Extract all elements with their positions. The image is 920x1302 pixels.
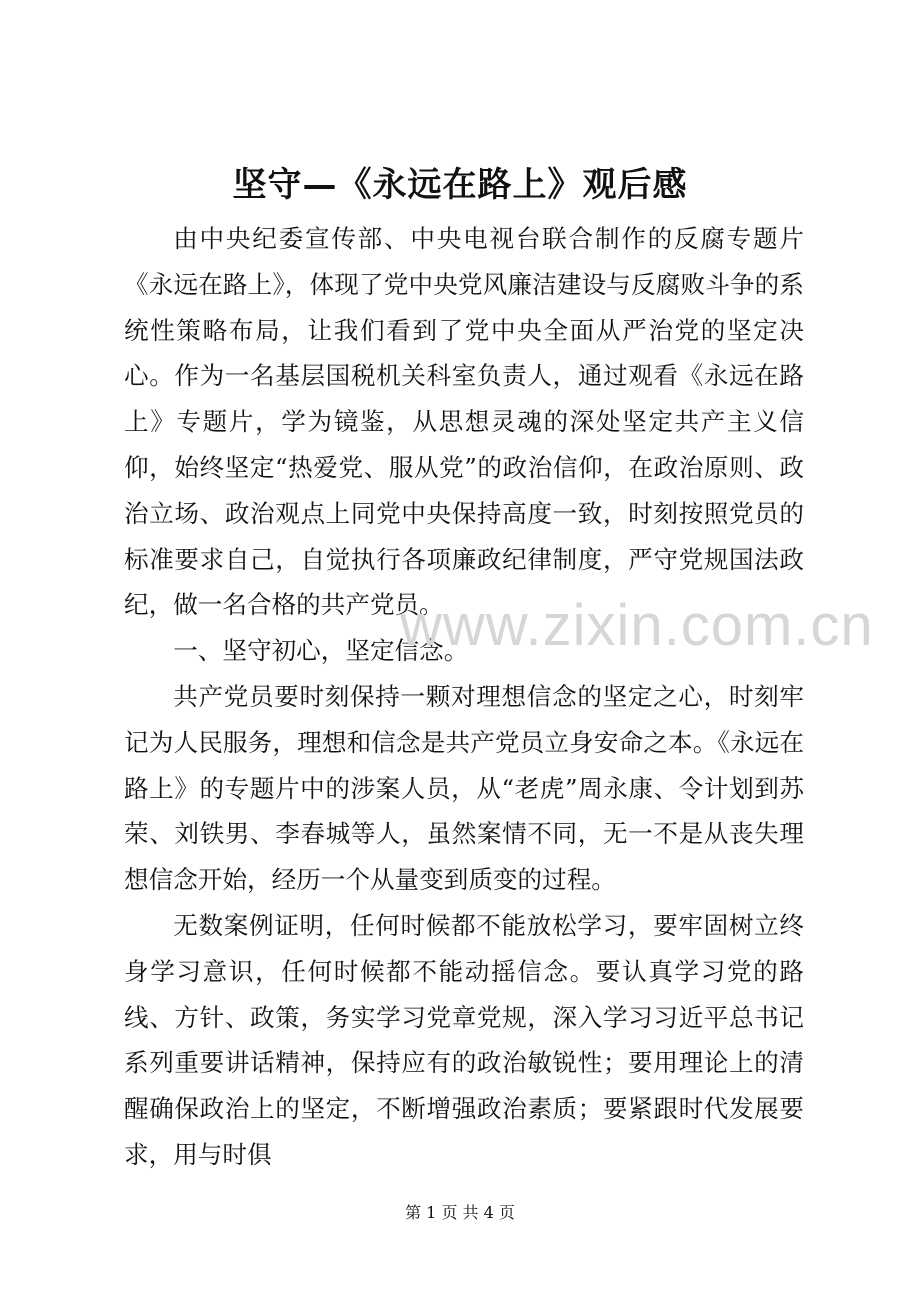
- paragraph: 由中央纪委宣传部、中央电视台联合制作的反腐专题片《永远在路上》，体现了党中央党风廉洁建设与反腐败斗争的系统性策略布局，让我们看到了党中央全面从严治党的坚定决心。作为一名基层国税机关科室负责人，通过观看《永远在路上》专题片，学为镜鉴，从思想灵魂的深处坚定共产主义信仰，始终坚定“热爱党、服从党”的政治信仰，在政治原则、政治立场、政治观点上同党中央保持高度一致，时刻按照党员的标准要求自己，自觉执行各项廉政纪律制度，严守党规国法政纪，做一名合格的共产党员。: [124, 224, 804, 620]
- document-title: 坚守—《永远在路上》观后感: [232, 165, 688, 205]
- page-footer: 第 1 页 共 4 页: [405, 1203, 515, 1222]
- section-heading: 一、坚守初心，坚定信念。: [173, 636, 469, 666]
- watermark: www.zixin.com.cn: [400, 593, 874, 658]
- document-body: [124, 216, 804, 1178]
- paragraph: 无数案例证明，任何时候都不能放松学习，要牢固树立终身学习意识，任何时候都不能动摇信念。要认真学习党的路线、方针、政策，务实学习党章党规，深入学习习近平总书记系列重要讲话精神，保持应有的政治敏锐性；要用理论上的清醒确保政治上的坚定，不断增强政治素质；要紧跟时代发展要求，用与时俱: [124, 910, 804, 1169]
- paragraph: 共产党员要时刻保持一颗对理想信念的坚定之心，时刻牢记为人民服务，理想和信念是共产党员立身安命之本。《永远在路上》的专题片中的涉案人员，从“老虎”周永康、令计划到苏荣、刘铁男、李春城等人，虽然案情不同，无一不是从丧失理想信念开始，经历一个从量变到质变的过程。: [124, 681, 804, 895]
